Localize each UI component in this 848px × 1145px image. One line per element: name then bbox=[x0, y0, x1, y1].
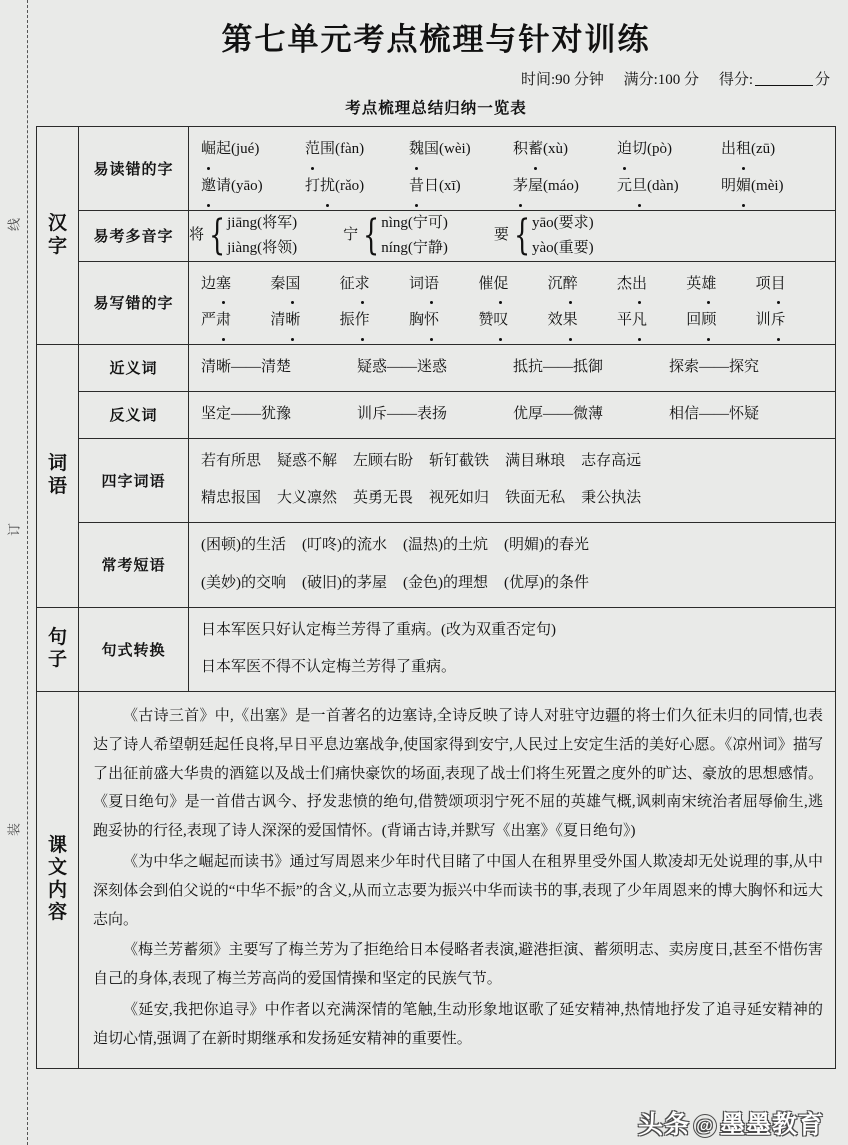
word-pair: 疑惑——迷惑 bbox=[357, 359, 448, 375]
brace-glyph: { bbox=[208, 210, 226, 259]
table-row bbox=[37, 692, 836, 1069]
row-content bbox=[189, 345, 836, 392]
table-row bbox=[37, 210, 836, 261]
passage-paragraph: 《延安,我把你追寻》中作者以充满深情的笔触,生动形象地讴歌了延安精神,热情地抒发了追寻延安精神的迫切心情,强调了在新时期继承和发扬延安精神的重要性。 bbox=[93, 1001, 823, 1047]
pinyin-word: 魏国(wèi) bbox=[409, 136, 513, 164]
word-pair: 优厚——微薄 bbox=[513, 405, 604, 422]
pinyin-word: 明媚(mèi) bbox=[721, 173, 825, 201]
phrase-item: 铁面无私 bbox=[505, 490, 566, 507]
watermark bbox=[638, 1105, 824, 1141]
phrase-item: 斩钉截铁 bbox=[429, 452, 490, 469]
passage-paragraph: 《梅兰芳蓄须》主要写了梅兰芳为了拒绝给日本侵略者表演,避港拒演、蓄须明志、卖房度日,甚至不惜伤害自己的身体,表现了梅兰芳高尚的爱国情操和坚定的民族气节。 bbox=[93, 942, 823, 988]
polyphone-reading: jiāng(将军) bbox=[227, 214, 298, 231]
word-pair-list bbox=[189, 345, 835, 391]
phrase-item: 左顾右盼 bbox=[353, 452, 414, 469]
row-content bbox=[189, 438, 836, 523]
group-label bbox=[37, 692, 79, 1069]
table-row bbox=[37, 391, 836, 438]
dotted-char: 叹 bbox=[493, 307, 508, 335]
binding-mark-char: 装 bbox=[6, 823, 22, 837]
dotted-char: 塞 bbox=[216, 271, 231, 299]
miswritten-word: 征求 bbox=[340, 271, 409, 299]
dotted-char: 邀 bbox=[201, 173, 216, 201]
binding-dashed-line bbox=[27, 0, 28, 1145]
group-label-char: 语 bbox=[47, 475, 67, 497]
word-pair: 训斥——表扬 bbox=[357, 405, 448, 422]
sentence-item: 日本军医不得不认定梅兰芳得了重病。 bbox=[201, 659, 457, 676]
row-label: 易考多音字 bbox=[79, 210, 189, 261]
dotted-char: 醉 bbox=[563, 271, 578, 299]
passage-paragraph: 《为中华之崛起而读书》通过写周恩来少年时代目睹了中国人在租界里受外国人欺凌却无处说理的事,从中深刻体会到伯父说的“中华不振”的含义,从而立志要为振兴中华而读书的事,表现了少年周恩来的博大胸怀和远大志向。 bbox=[93, 853, 823, 928]
table-row bbox=[37, 127, 836, 211]
miswritten-word: 训斥 bbox=[756, 307, 825, 335]
group-label-char: 文 bbox=[47, 857, 67, 879]
dotted-char: 范 bbox=[305, 136, 320, 164]
watermark-at-icon: @ bbox=[693, 1114, 717, 1138]
knowledge-summary-table bbox=[36, 126, 836, 1069]
phrase-item: (金色)的理想 bbox=[403, 574, 488, 591]
word-pair: 抵抗——抵御 bbox=[513, 359, 604, 375]
watermark-account: 墨墨教育 bbox=[719, 1111, 824, 1139]
exam-meta bbox=[36, 68, 830, 89]
group-label-char: 词 bbox=[47, 453, 67, 475]
dotted-char: 租 bbox=[736, 136, 751, 164]
group-label-char: 课 bbox=[47, 834, 67, 856]
row-label: 常考短语 bbox=[79, 523, 189, 608]
dotted-char: 茅 bbox=[513, 173, 528, 201]
group-label-char: 句 bbox=[47, 626, 67, 648]
miswritten-word: 英雄 bbox=[686, 271, 755, 299]
binding-mark-char: 订 bbox=[6, 523, 22, 537]
phrase-item: 精忠报国 bbox=[201, 490, 262, 507]
dotted-char: 肃 bbox=[216, 307, 231, 335]
dotted-char: 旦 bbox=[632, 173, 647, 201]
phrase-item: 疑惑不解 bbox=[277, 452, 338, 469]
polyphone-item bbox=[343, 210, 448, 259]
table-row bbox=[37, 438, 836, 523]
polyphone-reading: yào(重要) bbox=[531, 240, 594, 256]
dotted-char: 作 bbox=[355, 307, 370, 335]
phrase-item: 大义凛然 bbox=[277, 490, 338, 507]
miswritten-word: 边塞 bbox=[201, 271, 270, 299]
phrase-item: (温热)的土炕 bbox=[403, 537, 488, 553]
row-content bbox=[189, 523, 836, 608]
miswritten-word: 振作 bbox=[340, 307, 409, 335]
dotted-char: 蓄 bbox=[528, 136, 543, 164]
dotted-char: 雄 bbox=[701, 271, 716, 299]
miswritten-word: 赞叹 bbox=[478, 307, 547, 335]
row-content bbox=[189, 261, 836, 345]
row-label: 句式转换 bbox=[79, 607, 189, 692]
score-blank-field[interactable] bbox=[755, 85, 813, 86]
row-label: 易写错的字 bbox=[79, 261, 189, 345]
lesson-content-passage bbox=[79, 692, 835, 1068]
dotted-char: 凡 bbox=[632, 307, 647, 335]
pinyin-word: 迫切(pò) bbox=[617, 136, 721, 164]
dotted-char: 崛 bbox=[201, 136, 216, 164]
dotted-char: 昔 bbox=[409, 173, 424, 201]
miswritten-word: 项目 bbox=[756, 271, 825, 299]
dotted-char: 斥 bbox=[771, 307, 786, 335]
miswritten-word: 回顾 bbox=[686, 307, 755, 335]
polyphone-reading: níng(宁静) bbox=[381, 240, 448, 256]
pinyin-word: 出租(zū) bbox=[721, 136, 825, 164]
phrase-list bbox=[189, 439, 835, 523]
phrase-item: (明媚)的春光 bbox=[504, 537, 589, 553]
group-label bbox=[37, 127, 79, 345]
word-pair: 相信——怀疑 bbox=[669, 405, 760, 422]
dotted-char: 语 bbox=[424, 271, 439, 299]
phrase-item: 视死如归 bbox=[429, 490, 490, 507]
group-label-char: 内 bbox=[47, 879, 67, 901]
miswritten-word-list bbox=[189, 262, 835, 345]
phrase-item: (叮咚)的流水 bbox=[302, 537, 387, 553]
row-content bbox=[189, 127, 836, 211]
miswritten-word: 沉醉 bbox=[548, 271, 617, 299]
word-pair: 探索——探究 bbox=[669, 359, 760, 375]
pinyin-word: 范围(fàn) bbox=[305, 136, 409, 164]
row-content bbox=[189, 391, 836, 438]
dotted-char: 迫 bbox=[617, 136, 632, 164]
table-row bbox=[37, 345, 836, 392]
polyphone-char: 将 bbox=[189, 226, 205, 243]
polyphone-char: 要 bbox=[493, 226, 509, 243]
word-pair: 坚定——犹豫 bbox=[201, 405, 292, 422]
brace-glyph: { bbox=[363, 210, 380, 259]
phrase-list bbox=[189, 523, 835, 607]
group-label-char: 字 bbox=[47, 235, 67, 257]
phrase-item: 若有所思 bbox=[201, 452, 262, 469]
row-content bbox=[189, 607, 836, 692]
pinyin-word: 邀请(yāo) bbox=[201, 173, 305, 201]
pinyin-word: 元旦(dàn) bbox=[617, 173, 721, 201]
phrase-item: (优厚)的条件 bbox=[504, 574, 589, 591]
table-subtitle: 考点梳理总结归纳一览表 bbox=[345, 100, 527, 117]
phrase-item: (美妙)的交响 bbox=[201, 574, 286, 591]
brace-glyph: { bbox=[513, 210, 531, 259]
sentence-item: 日本军医只好认定梅兰芳得了重病。(改为双重否定句) bbox=[201, 621, 556, 638]
binding-margin bbox=[0, 0, 27, 1145]
group-label-char: 子 bbox=[47, 649, 67, 671]
row-content bbox=[79, 692, 836, 1069]
exam-total-score: 满分:100 分 bbox=[623, 72, 700, 88]
dotted-char: 求 bbox=[355, 271, 370, 299]
passage-paragraph: 《古诗三首》中,《出塞》是一首著名的边塞诗,全诗反映了诗人对驻守边疆的将士们久征未归的同情,也表达了诗人希望朝廷起任良将,早日平息边塞战争,使国家得到安宁,人民过上安定生活的美好心愿。《凉州词》描写了出征前盛大华贵的酒筵以及战士们痛快豪饮的场面,表现了战士们将生死置之度外的旷达、豪放的思想感情。《夏日绝句》是一首借古讽今、抒发悲愤的绝句,借赞颂项羽宁死不屈的英雄气概,讽刺南宋统治者屈辱偷生,逃跑妥协的行径,表现了诗人深深的爱国情怀。(背诵古诗,并默写《出塞》《夏日绝句》) bbox=[93, 708, 823, 840]
sentence-list bbox=[189, 608, 835, 692]
phrase-item: (破旧)的茅屋 bbox=[302, 574, 387, 591]
miswritten-word: 催促 bbox=[478, 271, 547, 299]
dotted-char: 魏 bbox=[409, 136, 424, 164]
phrase-item: 满目琳琅 bbox=[505, 452, 566, 469]
pinyin-word: 打扰(rǎo) bbox=[305, 173, 409, 201]
row-label: 反义词 bbox=[79, 391, 189, 438]
miswritten-word: 秦国 bbox=[270, 271, 339, 299]
polyphone-reading: jiàng(将领) bbox=[227, 240, 298, 256]
table-row bbox=[37, 523, 836, 608]
watermark-prefix: 头条 bbox=[637, 1111, 690, 1139]
dotted-char: 目 bbox=[771, 271, 786, 299]
miswritten-word: 杰出 bbox=[617, 271, 686, 299]
pinyin-word: 昔日(xī) bbox=[409, 173, 513, 201]
page-title: 第七单元考点梳理与针对训练 bbox=[221, 22, 651, 57]
row-label: 近义词 bbox=[79, 345, 189, 392]
group-label bbox=[37, 345, 79, 608]
pinyin-word: 积蓄(xù) bbox=[513, 136, 617, 164]
dotted-char: 顾 bbox=[701, 307, 716, 335]
miswritten-word: 平凡 bbox=[617, 307, 686, 335]
miswritten-word: 严肃 bbox=[201, 307, 270, 335]
word-pair-list bbox=[189, 392, 835, 438]
group-label-char: 容 bbox=[47, 902, 67, 924]
exam-score-label: 得分: bbox=[718, 72, 753, 88]
word-pair: 清晰——清楚 bbox=[201, 359, 292, 375]
polyphone-item bbox=[189, 210, 298, 259]
dotted-char: 怀 bbox=[424, 307, 439, 335]
dotted-char: 出 bbox=[632, 271, 647, 299]
phrase-item: 英勇无畏 bbox=[353, 490, 414, 507]
document-page bbox=[36, 0, 836, 1145]
dotted-char: 媚 bbox=[736, 173, 751, 201]
polyphone-item bbox=[493, 210, 594, 259]
miswritten-word: 词语 bbox=[409, 271, 478, 299]
table-row bbox=[37, 607, 836, 692]
phrase-item: (困顿)的生活 bbox=[201, 537, 286, 553]
dotted-char: 扰 bbox=[320, 173, 335, 201]
pinyin-word: 崛起(jué) bbox=[201, 136, 305, 164]
polyphone-reading: yāo(要求) bbox=[531, 214, 594, 231]
row-label: 四字词语 bbox=[79, 438, 189, 523]
polyphone-char: 宁 bbox=[343, 226, 359, 243]
row-label: 易读错的字 bbox=[79, 127, 189, 211]
binding-mark-char: 线 bbox=[6, 218, 22, 232]
pinyin-word-list bbox=[189, 127, 835, 210]
row-content bbox=[189, 210, 836, 261]
pinyin-word: 茅屋(máo) bbox=[513, 173, 617, 201]
polyphone-list bbox=[189, 211, 835, 261]
exam-score-unit: 分 bbox=[814, 72, 830, 88]
group-label-char: 汉 bbox=[47, 213, 67, 235]
group-label bbox=[37, 607, 79, 692]
exam-time: 时间:90 分钟 bbox=[520, 72, 604, 88]
miswritten-word: 清晰 bbox=[270, 307, 339, 335]
dotted-char: 促 bbox=[493, 271, 508, 299]
dotted-char: 国 bbox=[285, 271, 300, 299]
dotted-char: 晰 bbox=[285, 307, 300, 335]
miswritten-word: 胸怀 bbox=[409, 307, 478, 335]
phrase-item: 志存高远 bbox=[581, 452, 642, 469]
polyphone-reading: nìng(宁可) bbox=[381, 214, 448, 231]
phrase-item: 秉公执法 bbox=[581, 490, 642, 507]
dotted-char: 果 bbox=[563, 307, 578, 335]
miswritten-word: 效果 bbox=[548, 307, 617, 335]
table-row bbox=[37, 261, 836, 345]
